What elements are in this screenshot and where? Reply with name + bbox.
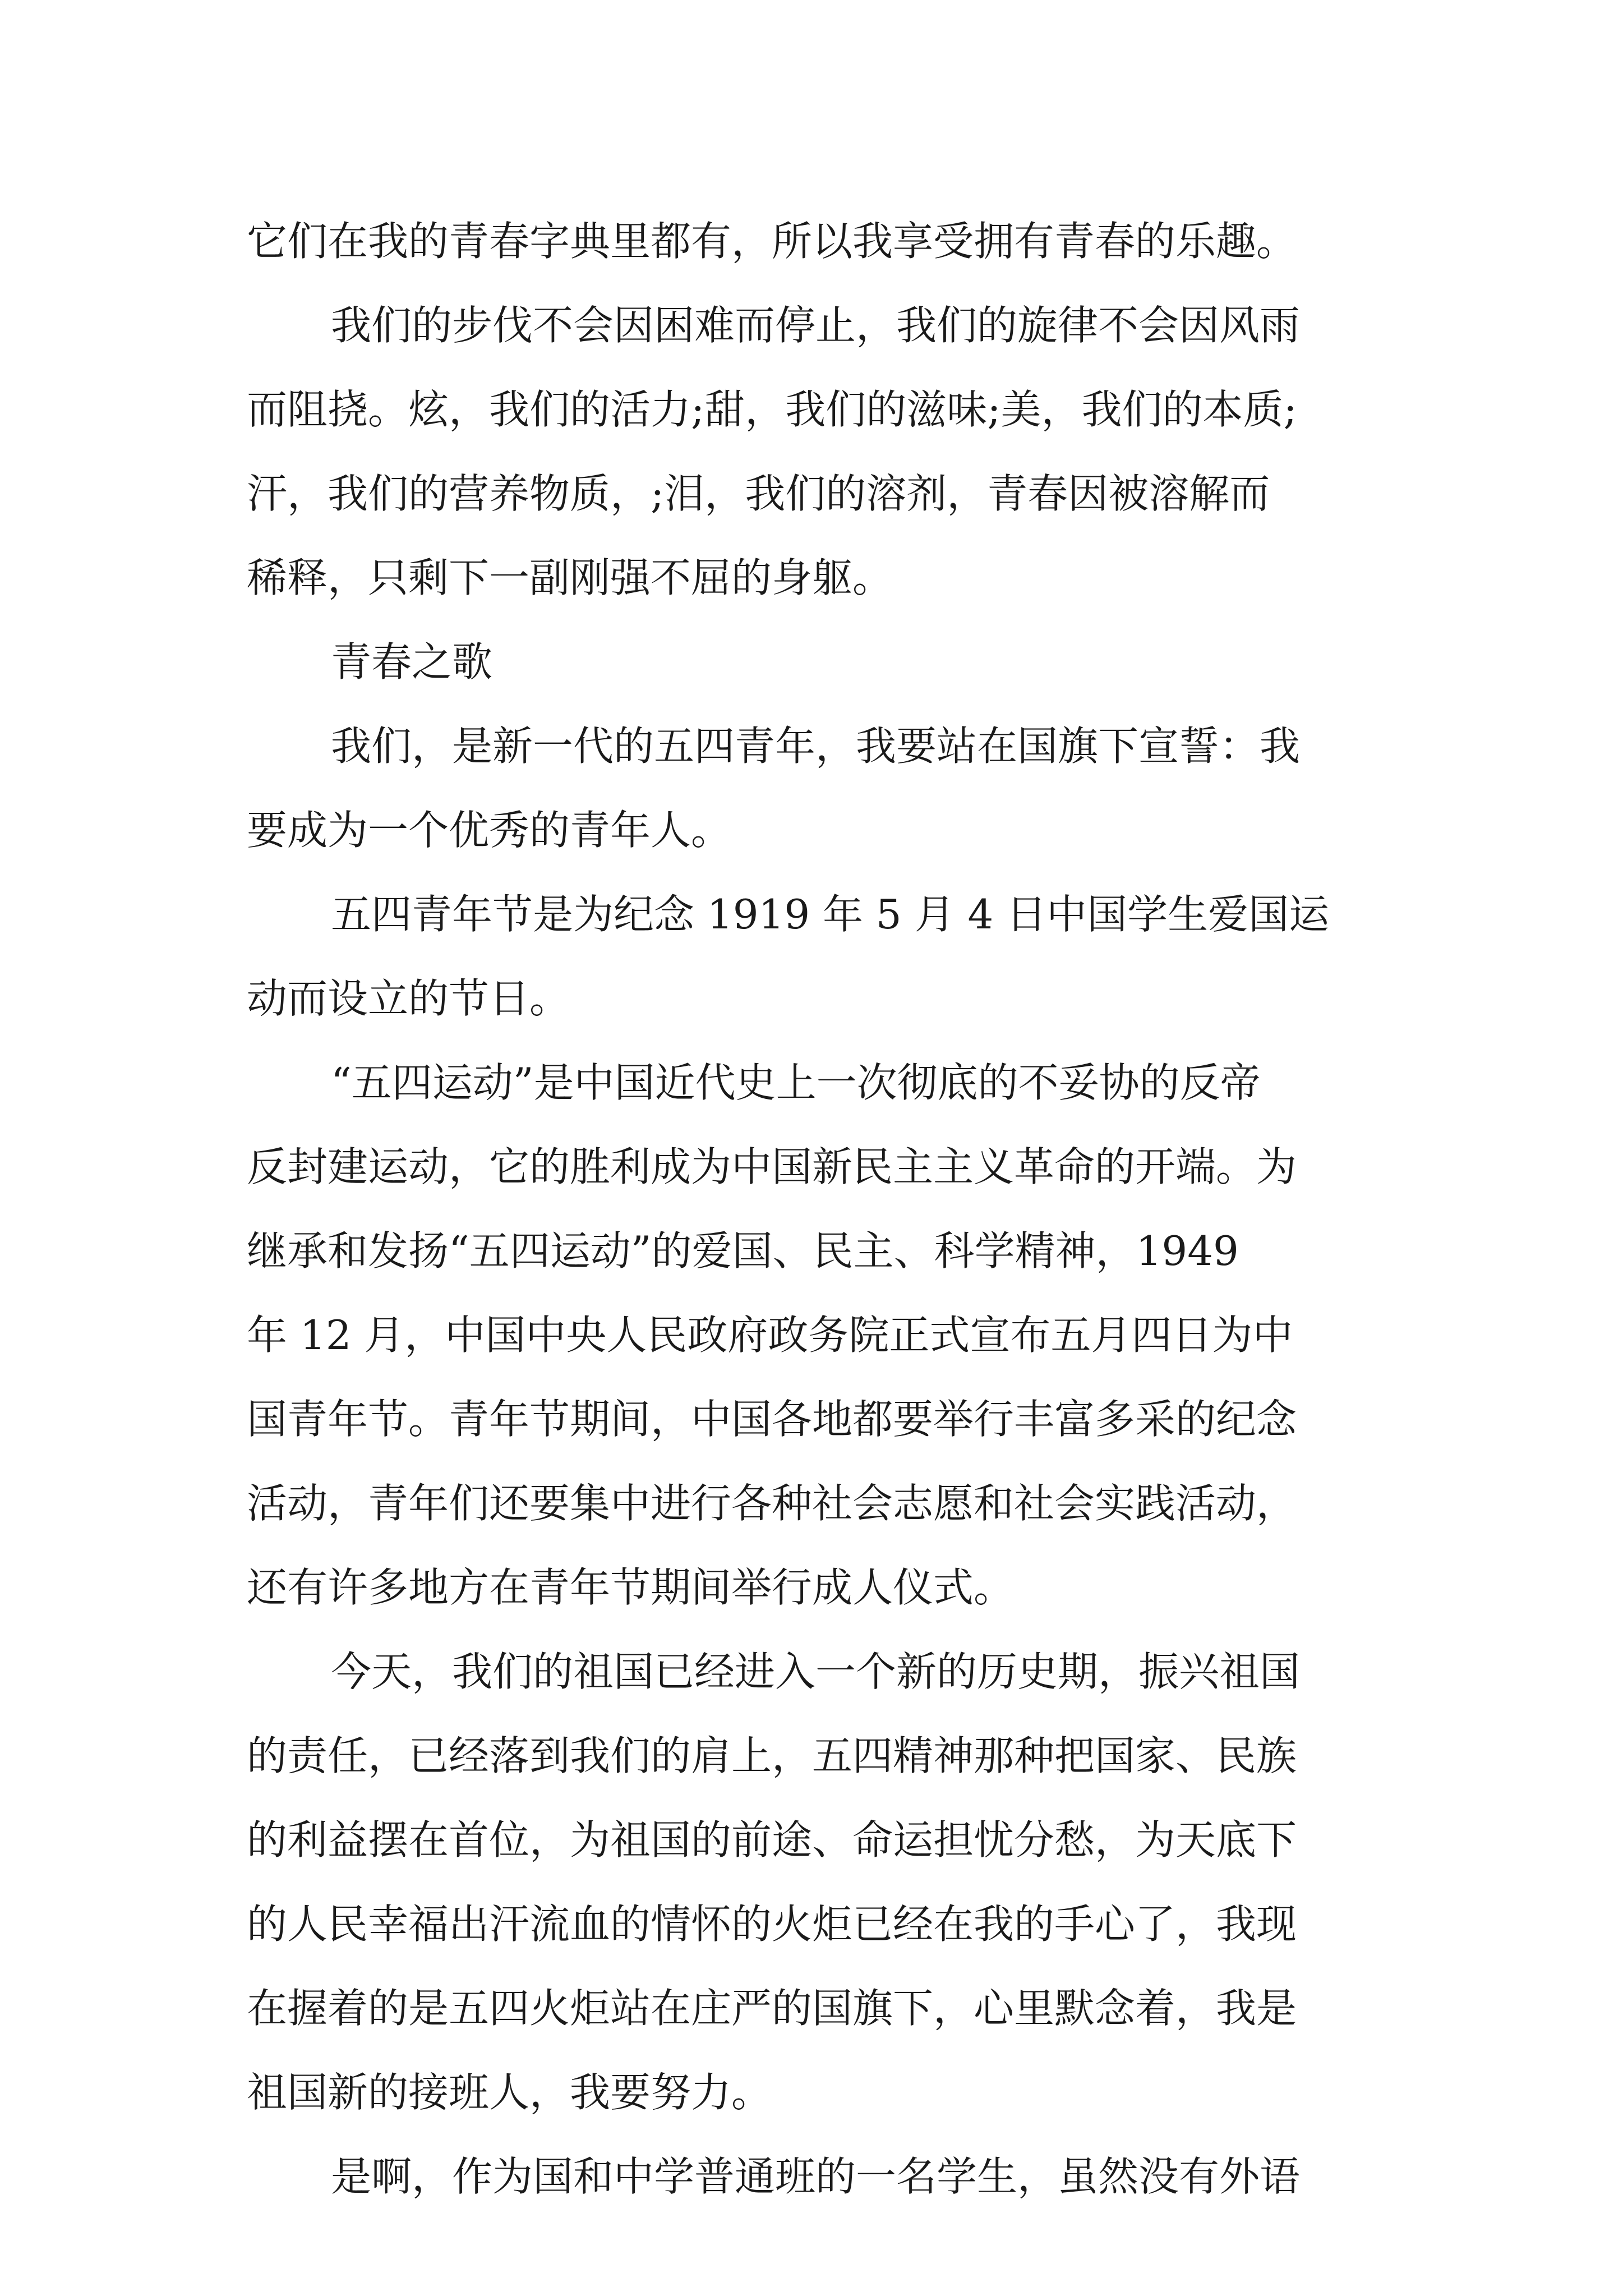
text-line: 活动，青年们还要集中进行各种社会志愿和社会实践活动， [247,1480,1297,1527]
text-line: 反封建运动，它的胜利成为中国新民主主义革命的开端。为 [247,1143,1297,1190]
text-line: 年 12 月，中国中央人民政府政务院正式宣布五月四日为中 [247,1312,1293,1359]
text-line: 还有许多地方在青年节期间举行成人仪式。 [247,1564,1015,1611]
text-line: 的责任，已经落到我们的肩上，五四精神那种把国家、民族 [247,1732,1297,1779]
text-line: 祖国新的接班人，我要努力。 [247,2069,772,2116]
text-line: 稀释，只剩下一副刚强不屈的身躯。 [247,554,893,601]
text-line: 我们，是新一代的五四青年，我要站在国旗下宣誓：我 [331,723,1301,770]
text-line: 动而设立的节日。 [247,975,570,1022]
text-line: “五四运动”是中国近代史上一次彻底的不妥协的反帝 [331,1059,1261,1106]
text-line: 是啊，作为国和中学普通班的一名学生，虽然没有外语 [331,2153,1301,2200]
text-line: 而阻挠。炫，我们的活力;甜，我们的滋味;美，我们的本质; [247,386,1297,433]
text-line: 国青年节。青年节期间，中国各地都要举行丰富多采的纪念 [247,1396,1297,1443]
text-line: 汗，我们的营养物质，;泪，我们的溶剂，青春因被溶解而 [247,470,1270,517]
section-heading: 青春之歌 [331,638,493,685]
text-line: 要成为一个优秀的青年人。 [247,807,732,854]
text-line: 在握着的是五四火炬站在庄严的国旗下，心里默念着，我是 [247,1985,1297,2032]
text-line: 今天，我们的祖国已经进入一个新的历史期，振兴祖国 [331,1648,1301,1695]
text-line: 的人民幸福出汗流血的情怀的火炬已经在我的手心了，我现 [247,1901,1297,1948]
text-line: 的利益摆在首位，为祖国的前途、命运担忧分愁，为天底下 [247,1816,1297,1864]
text-line: 继承和发扬“五四运动”的爱国、民主、科学精神，1949 [247,1227,1239,1274]
text-line: 它们在我的青春字典里都有，所以我享受拥有青春的乐趣。 [247,218,1297,265]
document-body [247,199,1391,2219]
text-line: 我们的步伐不会因困难而停止，我们的旋律不会因风雨 [331,302,1301,349]
text-line: 五四青年节是为纪念 1919 年 5 月 4 日中国学生爱国运 [331,891,1330,938]
